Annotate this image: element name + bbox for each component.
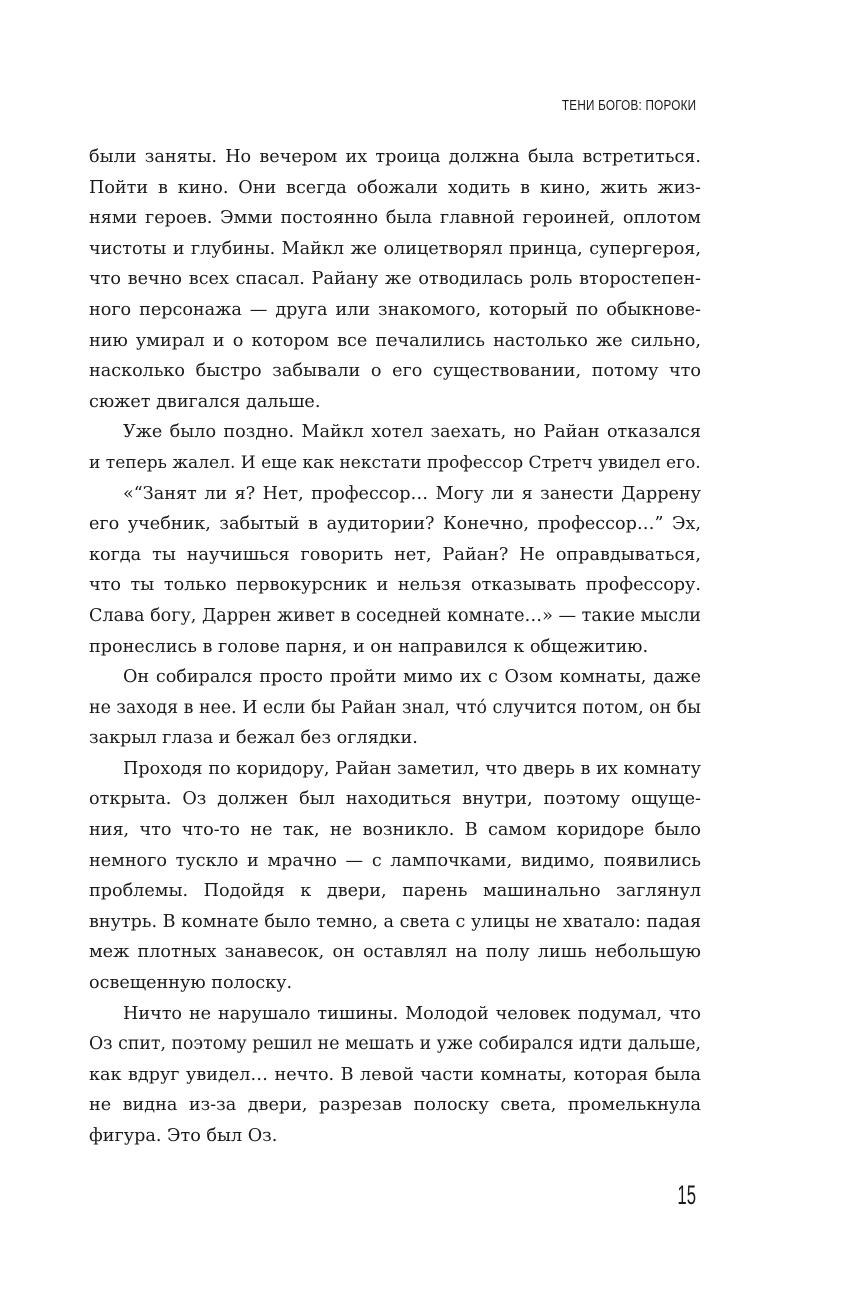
text-line: нию умирал и о котором все печалились настолько же сильно, xyxy=(89,330,701,351)
running-header: ТЕНИ БОГОВ: ПОРОКИ xyxy=(561,97,696,114)
text-line: не видна из-за двери, разрезав полоску света, промелькнула xyxy=(89,1095,701,1116)
text-line: фигура. Это был Оз. xyxy=(89,1126,278,1146)
text-line: как вдруг увидел… нечто. В левой части комнаты, которая была xyxy=(89,1064,701,1085)
paragraph xyxy=(89,999,701,1152)
paragraph xyxy=(89,662,701,754)
text-line: немного тускло и мрачно — с лампочками, видимо, появились xyxy=(89,850,701,871)
text-line: закрыл глаза и бежал без оглядки. xyxy=(89,728,418,749)
paragraph xyxy=(89,479,701,663)
text-line: его учебник, забытый в аудитории? Конечно, профессор…” Эх, xyxy=(89,514,701,535)
body-text xyxy=(89,142,701,1152)
text-line: ного персонажа — друга или знакомого, который по обыкнове- xyxy=(89,299,701,320)
paragraph xyxy=(89,142,701,417)
text-line: когда ты научишься говорить нет, Райан? Не оправдываться, xyxy=(89,544,701,565)
text-line: пронеслись в голове парня, и он направился к общежитию. xyxy=(89,636,649,657)
text-line: чистоты и глубины. Майкл же олицетворял принца, супергероя, xyxy=(89,238,701,259)
text-line: Он собирался просто пройти мимо их с Озом комнаты, даже xyxy=(123,667,701,688)
text-line: «“Занят ли я? Нет, профессор… Могу ли я занести Даррену xyxy=(123,483,701,504)
text-line: Ничто не нарушало тишины. Молодой человек подумал, что xyxy=(123,1003,701,1024)
text-line: Слава богу, Даррен живет в соседней комнате…» — такие мысли xyxy=(89,605,701,626)
text-line: были заняты. Но вечером их троица должна была встретиться. xyxy=(89,147,701,167)
text-line: ния, что что-то не так, не возникло. В самом коридоре было xyxy=(89,820,701,841)
text-line: меж плотных занавесок, он оставлял на полу лишь небольшую xyxy=(89,942,701,963)
text-line: и теперь жалел. И еще как некстати профессор Стретч увидел его. xyxy=(89,452,701,473)
text-line: Уже было поздно. Майкл хотел заехать, но Райан отказался xyxy=(123,422,701,443)
page-number: 15 xyxy=(677,1180,696,1210)
text-line: нями героев. Эмми постоянно была главной героиней, оплотом xyxy=(89,208,701,229)
text-line: Оз спит, поэтому решил не мешать и уже собирался идти дальше, xyxy=(89,1034,701,1055)
text-line: сюжет двигался дальше. xyxy=(89,391,321,412)
text-line: не заходя в нее. И если бы Райан знал, что́ случится потом, он бы xyxy=(89,697,701,718)
paragraph xyxy=(89,754,701,999)
text-line: проблемы. Подойдя к двери, парень машинально заглянул xyxy=(89,881,701,902)
text-line: Проходя по коридору, Райан заметил, что дверь в их комнату xyxy=(123,758,701,779)
text-line: открыта. Оз должен был находиться внутри, поэтому ощуще- xyxy=(89,789,701,810)
text-line: освещенную полоску. xyxy=(89,973,293,994)
text-line: насколько быстро забывали о его существовании, потому что xyxy=(89,361,701,382)
text-line: что вечно всех спасал. Райану же отводилась роль второстепен- xyxy=(89,269,701,290)
text-line: внутрь. В комнате было темно, а света с улицы не хватало: падая xyxy=(89,911,702,932)
text-line: Пойти в кино. Они всегда обожали ходить в кино, жить жиз- xyxy=(89,177,701,198)
text-line: что ты только первокурсник и нельзя отказывать профессору. xyxy=(89,575,701,596)
paragraph xyxy=(89,417,701,478)
